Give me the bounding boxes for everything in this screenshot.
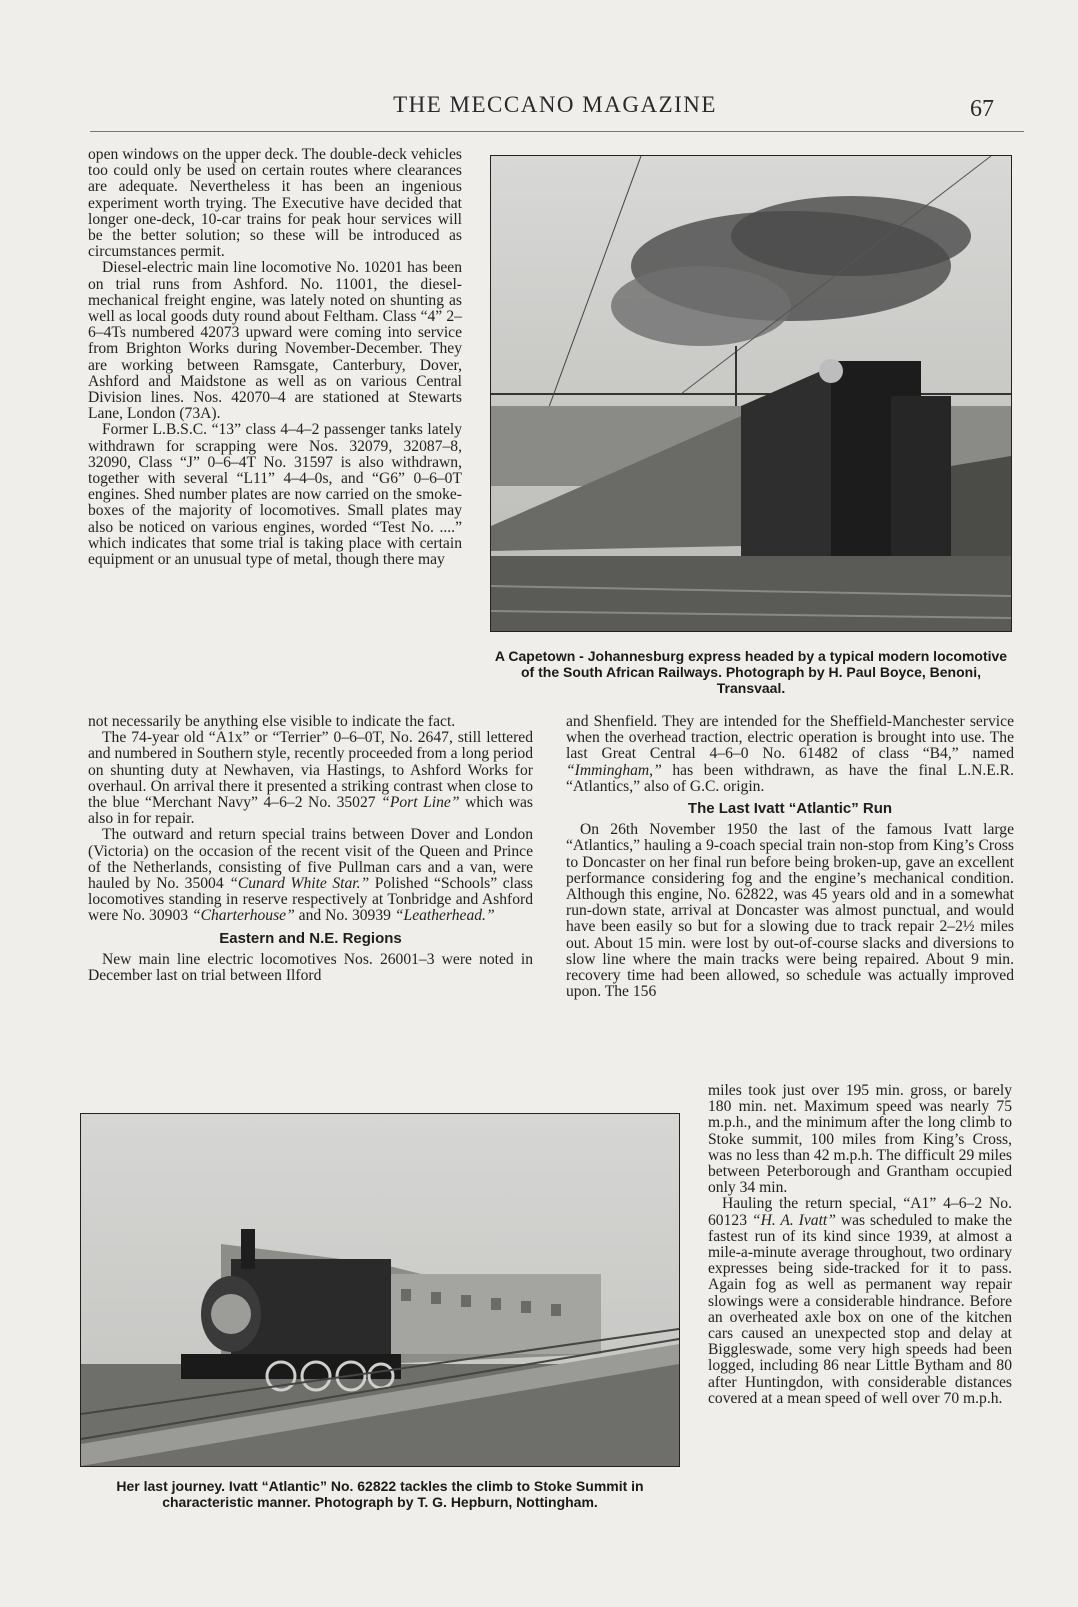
magazine-title: THE MECCANO MAGAZINE — [393, 92, 717, 117]
paragraph: not necessarily be anything else visible to indicate the fact. — [88, 713, 456, 730]
paragraph: and Shenfield. They are intended for the Sheffield-Manchester service when the overhead traction, electric operation is brought into use. The last Great Central 4–6–0 No. 61482 of class “B4,” named “Immingham,” has been withdrawn, as have the final L.N.E.R. “Atlantics,” also of G.C. origin. — [566, 713, 1014, 795]
paragraph: Former L.B.S.C. “13” class 4–4–2 passenger tanks lately withdrawn for scrapping were Nos. 32079, 32087–8, 32090, Class “J” 0–6–4T No. 31597 is also withdrawn, together with several “L11” 4–4–0s, and “G6” 0–6–0T engines. Shed number plates are now carried on the smoke-boxes of the majority of locomotives. Small plates may also be noticed on various engines, worded “Test No. ....” which indicates that some trial is taking place with certain equipment or an unusual type of metal, though there may — [88, 421, 462, 569]
section-heading: The Last Ivatt “Atlantic” Run — [687, 800, 893, 818]
page-number: 67 — [970, 96, 994, 122]
paragraph: Diesel-electric main line locomotive No. 10201 has been on trial runs from Ashford. No. 11001, the diesel-mechanical freight engine, was lately noted on shunting as well as local goods duty round about Feltham. Class “4” 2–6–4Ts numbered 42073 upward were coming into service from Brighton Works during November-December. They are working between Ramsgate, Canterbury, Dover, Ashford and Maidstone as well as on various Central Division lines. Nos. 42070–4 are stationed at Stewarts Lane, London (73A). — [88, 259, 462, 423]
paragraph: open windows on the upper deck. The double-deck vehicles too could only be used on certain routes where clearances are adequate. Nevertheless it has been an ingenious experiment worth trying. The Executive have decided that longer one-deck, 10-car trains for peak hour services will be the better solution; so these will be introduced as circumstances permit. — [88, 146, 462, 261]
photo-caption-top: A Capetown - Johannesburg express headed by a typical modern locomotive of the South African Railways. Photograph by H. Paul Boyce, Benoni, Transvaal. — [494, 648, 1008, 696]
photo-caption-bottom: Her last journey. Ivatt “Atlantic” No. 62822 tackles the climb to Stoke Summit in characteristic manner. Photograph by T. G. Hepburn, Nottingham. — [116, 1478, 644, 1510]
left-column-lower — [88, 714, 533, 984]
header-rule — [90, 131, 1024, 132]
paragraph: Hauling the return special, “A1” 4–6–2 No. 60123 “H. A. Ivatt” was scheduled to make the fastest run of its kind since 1939, at almost a mile-a-minute average throughout, two ordinary expresses being side-tracked for it to pass. Again fog as well as permanent way repair slowings were a considerable hindrance. Before an overheated axle box on one of the kitchen cars caused an unexpected stop and delay at Biggleswade, some very high speeds had been logged, including 86 near Little Bytham and 80 after Huntingdon, with considerable distances covered at a mean speed of well over 70 m.p.h. — [708, 1195, 1012, 1407]
left-column-upper — [88, 147, 462, 568]
photo-south-african-express — [490, 155, 1012, 632]
right-column — [566, 714, 1014, 1000]
paragraph: The outward and return special trains between Dover and London (Victoria) on the occasion of the recent visit of the Queen and Prince of the Netherlands, consisting of five Pullman cars and a van, were hauled by No. 35004 “Cunard White Star.” Polished “Schools” class locomotives standing in reserve respectively at Tonbridge and Ashford were No. 30903 “Charterhouse” and No. 30939 “Leatherhead.” — [88, 826, 533, 925]
paragraph: New main line electric locomotives Nos. 26001–3 were noted in December last on trial between Ilford — [88, 950, 533, 985]
paragraph: The 74-year old “A1x” or “Terrier” 0–6–0T, No. 2647, still lettered and numbered in Southern style, recently proceeded from a long period on shunting duty at Newhaven, via Hastings, to Ashford Works for overhaul. On arrival there it presented a striking contrast when close to the blue “Merchant Navy” 4–6–2 No. 35027 “Port Line” which was also in for repair. — [88, 729, 533, 828]
narrow-right-column — [708, 1083, 1012, 1407]
paragraph: On 26th November 1950 the last of the famous Ivatt large “Atlantics,” hauling a 9-coach special train non-stop from King’s Cross to Doncaster on her final run before being broken-up, gave an excellent performance considering fog and the engine’s mechanical condition. Although this engine, No. 62822, was 45 years old and in a somewhat run-down state, arrival at Doncaster was almost punctual, and would have been easily so but for a slowing due to track repair 2–2½ miles out. About 15 min. were lost by out-of-course slacks and diversions to slow line where the main tracks were being repaired. About 9 min. recovery time had been allowed, so schedule was actually improved upon. The 156 — [566, 821, 1014, 1001]
paragraph: miles took just over 195 min. gross, or barely 180 min. net. Maximum speed was nearly 75 m.p.h., and the minimum after the long climb to Stoke summit, 100 miles from King’s Cross, was no less than 42 m.p.h. The difficult 29 miles between Peterborough and Grantham occupied only 34 min. — [708, 1082, 1012, 1197]
section-heading: Eastern and N.E. Regions — [219, 929, 402, 947]
photo-ivatt-atlantic — [80, 1113, 680, 1467]
